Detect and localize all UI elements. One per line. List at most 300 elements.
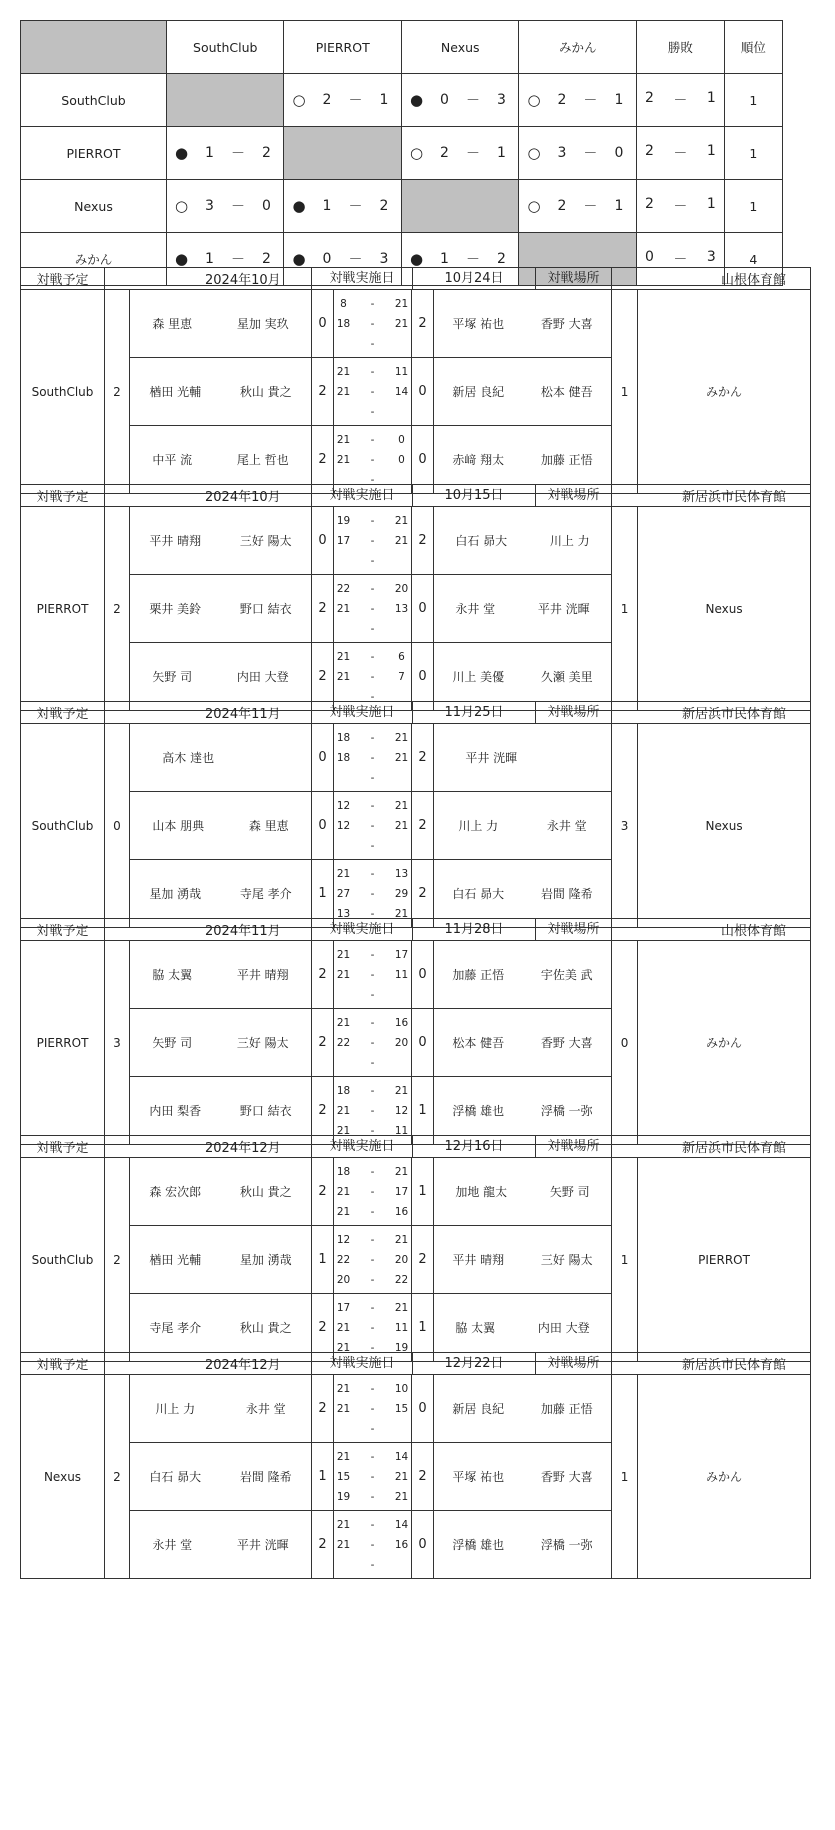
home-game-score: 0 <box>312 507 334 575</box>
set-home: 21 <box>336 968 351 981</box>
set-away <box>389 985 415 1005</box>
player-name: 星加 実玖 <box>236 317 289 331</box>
dash: - <box>370 887 375 900</box>
set-home: 21 <box>336 1104 351 1117</box>
dash: - <box>370 1056 375 1069</box>
home-players <box>130 792 312 860</box>
home-team: SouthClub <box>21 1158 105 1362</box>
scheduled-month: 2024年12月 <box>105 1136 312 1158</box>
dash: - <box>370 433 375 446</box>
dash: － <box>583 146 598 162</box>
player-name: 岩間 隆希 <box>540 887 593 901</box>
away-game-score: 0 <box>412 358 434 426</box>
result-mark: ○ <box>175 197 189 215</box>
set-score <box>331 667 415 687</box>
set-away: 16 <box>394 1016 409 1029</box>
set-score <box>331 314 415 334</box>
away-players <box>434 358 612 426</box>
header-cell: PIERROT <box>284 21 401 74</box>
dash: － <box>230 199 245 215</box>
home-game-score: 1 <box>312 860 334 928</box>
set-score <box>331 294 415 314</box>
match-header-row <box>21 702 811 724</box>
player-name: 香野 大喜 <box>540 1036 593 1050</box>
result-mark: ● <box>175 144 189 162</box>
venue: 山根体育館 <box>612 919 811 941</box>
venue-label: 対戦場所 <box>547 922 600 937</box>
losses: 3 <box>706 249 716 265</box>
wins: 2 <box>644 90 654 106</box>
set-score <box>331 334 415 354</box>
home-game-score: 0 <box>312 290 334 358</box>
home-game-score: 2 <box>312 941 334 1009</box>
dash: － <box>583 93 598 109</box>
home-game-score: 2 <box>312 1009 334 1077</box>
player-name: 秋山 貴之 <box>239 1185 292 1199</box>
schedule-label: 対戦予定 <box>21 485 105 507</box>
set-home: 18 <box>336 731 351 744</box>
dash: - <box>370 1321 375 1334</box>
set-away: 21 <box>394 317 409 330</box>
set-away: 22 <box>394 1273 409 1286</box>
away-players <box>434 1443 612 1511</box>
result-mark: ○ <box>527 197 541 215</box>
dash: - <box>370 771 375 784</box>
home-game-score: 1 <box>312 1443 334 1511</box>
score-for: 1 <box>205 145 214 161</box>
result-mark: ○ <box>527 144 541 162</box>
player-name: 白石 昴大 <box>455 534 508 548</box>
dash: - <box>370 1104 375 1117</box>
match-block <box>20 1135 810 1362</box>
schedule-label: 対戦予定 <box>21 1353 105 1375</box>
home-game-score: 2 <box>312 358 334 426</box>
player-name: 高木 達也 <box>162 751 215 765</box>
set-home: 21 <box>336 1205 351 1218</box>
player-name: 秋山 貴之 <box>239 385 292 399</box>
away-players <box>434 724 612 792</box>
scheduled-month: 2024年11月 <box>105 919 312 941</box>
set-home: 21 <box>336 1402 351 1415</box>
dash: - <box>370 1382 375 1395</box>
set-scores <box>334 1511 412 1579</box>
away-game-score: 1 <box>412 1294 434 1362</box>
set-score <box>331 1318 415 1338</box>
dash: - <box>370 602 375 615</box>
actual-date <box>312 485 612 507</box>
dash: - <box>370 1185 375 1198</box>
self-match-cell <box>167 74 284 127</box>
dash: - <box>370 690 375 703</box>
set-score <box>331 1162 415 1182</box>
set-score <box>331 728 415 748</box>
set-score <box>331 816 415 836</box>
venue: 新居浜市民体育館 <box>612 1353 811 1375</box>
home-players <box>130 290 312 358</box>
set-home: 21 <box>336 365 351 378</box>
set-score <box>331 1270 415 1290</box>
dash: - <box>370 907 375 920</box>
set-scores <box>334 575 412 643</box>
dash: － <box>673 146 688 162</box>
set-home: 8 <box>340 297 347 310</box>
result-cell <box>519 127 636 180</box>
away-team: みかん <box>638 1375 811 1579</box>
away-game-score: 0 <box>412 1511 434 1579</box>
set-home: 21 <box>336 1538 351 1551</box>
match-block <box>20 267 810 494</box>
set-away: 21 <box>394 1165 409 1178</box>
set-away: 10 <box>394 1382 409 1395</box>
match-header-row <box>21 485 811 507</box>
dash: － <box>465 252 480 268</box>
away-team-score: 3 <box>612 724 638 928</box>
score-against: 1 <box>496 145 506 161</box>
set-home: 21 <box>336 1341 351 1354</box>
set-away: 12 <box>394 1104 409 1117</box>
player-name: 野口 結衣 <box>239 1104 292 1118</box>
dash: - <box>370 473 375 486</box>
player-name: 平井 晴翔 <box>149 534 202 548</box>
dash: - <box>370 405 375 418</box>
dash: - <box>370 650 375 663</box>
game-row <box>21 724 811 792</box>
set-away: 14 <box>394 1518 409 1531</box>
set-home: 19 <box>336 514 351 527</box>
result-mark: ○ <box>292 91 306 109</box>
set-score <box>331 1182 415 1202</box>
home-players <box>130 507 312 575</box>
away-game-score: 0 <box>412 643 434 711</box>
set-home: 17 <box>336 1301 351 1314</box>
dash: - <box>370 1036 375 1049</box>
actual-date-value: 12月16日 <box>413 1136 536 1157</box>
actual-date-value: 12月22日 <box>413 1353 536 1374</box>
set-score <box>331 985 415 1005</box>
home-team-score: 2 <box>105 290 130 494</box>
match-table <box>20 918 811 1145</box>
set-home <box>331 1419 357 1439</box>
away-game-score: 0 <box>412 426 434 494</box>
player-name: 加藤 正悟 <box>452 968 505 982</box>
set-score <box>331 1419 415 1439</box>
player-name: 内田 梨香 <box>149 1104 202 1118</box>
set-home: 21 <box>336 1450 351 1463</box>
away-game-score: 2 <box>412 1443 434 1511</box>
away-players <box>434 1226 612 1294</box>
dash: － <box>673 199 688 215</box>
away-team: みかん <box>638 941 811 1145</box>
dash: - <box>370 751 375 764</box>
dash: - <box>370 1341 375 1354</box>
set-score <box>331 382 415 402</box>
away-players <box>434 1511 612 1579</box>
actual-date <box>312 1353 612 1375</box>
player-name: 松本 健吾 <box>540 385 593 399</box>
dash: - <box>370 839 375 852</box>
player-name: 久瀬 美里 <box>540 670 593 684</box>
set-away: 11 <box>394 365 409 378</box>
scheduled-month: 2024年12月 <box>105 1353 312 1375</box>
dash: - <box>370 554 375 567</box>
home-team-score: 0 <box>105 724 130 928</box>
dash: - <box>370 1450 375 1463</box>
home-players <box>130 1443 312 1511</box>
set-score <box>331 619 415 639</box>
player-name: 尾上 哲也 <box>236 453 289 467</box>
losses: 1 <box>706 90 716 106</box>
set-score <box>331 1535 415 1555</box>
set-away: 29 <box>394 887 409 900</box>
set-home: 27 <box>336 887 351 900</box>
away-game-score: 0 <box>412 1375 434 1443</box>
match-header-row <box>21 1353 811 1375</box>
set-away: 21 <box>394 534 409 547</box>
score-against: 2 <box>261 145 271 161</box>
corner-cell <box>21 21 167 74</box>
set-home <box>331 402 357 422</box>
wins: 0 <box>644 249 654 265</box>
score-against: 2 <box>379 198 389 214</box>
player-name: 川上 美優 <box>452 670 505 684</box>
home-game-score: 2 <box>312 643 334 711</box>
player-name: 永井 堂 <box>455 602 496 616</box>
set-score <box>331 1399 415 1419</box>
set-home: 21 <box>336 1518 351 1531</box>
player-name: 新居 良紀 <box>452 1402 505 1416</box>
set-away: 21 <box>394 1233 409 1246</box>
set-away: 21 <box>394 907 409 920</box>
dash: - <box>370 582 375 595</box>
home-game-score: 2 <box>312 1375 334 1443</box>
home-team: SouthClub <box>21 724 105 928</box>
score-for: 2 <box>439 145 449 161</box>
dash: - <box>370 1301 375 1314</box>
set-away: 20 <box>394 1253 409 1266</box>
away-players <box>434 1158 612 1226</box>
score-against: 0 <box>614 145 624 161</box>
player-name: 栗井 美鈴 <box>149 602 202 616</box>
set-away: 19 <box>394 1341 409 1354</box>
dash: - <box>370 1518 375 1531</box>
set-home: 20 <box>336 1273 351 1286</box>
set-away <box>389 1419 415 1439</box>
set-score <box>331 945 415 965</box>
set-home: 21 <box>336 433 351 446</box>
dash: - <box>370 968 375 981</box>
venue-label: 対戦場所 <box>547 1139 600 1154</box>
actual-date <box>312 919 612 941</box>
set-home: 21 <box>336 1185 351 1198</box>
actual-date-label: 対戦実施日 <box>312 268 413 289</box>
set-home: 21 <box>336 385 351 398</box>
set-home <box>331 619 357 639</box>
away-team-score: 1 <box>612 1158 638 1362</box>
home-players <box>130 1158 312 1226</box>
result-mark: ● <box>409 91 424 109</box>
player-name: 赤﨑 翔太 <box>452 453 505 467</box>
set-scores <box>334 724 412 792</box>
team-name: SouthClub <box>21 74 167 127</box>
losses: 1 <box>706 196 716 212</box>
match-header-row <box>21 268 811 290</box>
actual-date-value: 10月15日 <box>413 485 536 506</box>
player-name: 星加 湧哉 <box>149 887 202 901</box>
away-game-score: 2 <box>412 1226 434 1294</box>
dash: - <box>370 948 375 961</box>
actual-date-label: 対戦実施日 <box>312 702 413 723</box>
home-players <box>130 1375 312 1443</box>
set-away: 21 <box>394 297 409 310</box>
set-score <box>331 1053 415 1073</box>
player-name: 平井 晴翔 <box>452 1253 505 1267</box>
set-home <box>331 836 357 856</box>
dash: － <box>583 199 598 215</box>
dash: - <box>370 1084 375 1097</box>
set-away: 16 <box>394 1538 409 1551</box>
set-home: 12 <box>336 819 351 832</box>
away-team-score: 1 <box>612 507 638 711</box>
home-game-score: 2 <box>312 1158 334 1226</box>
player-name: 矢野 司 <box>549 1185 590 1199</box>
player-name: 矢野 司 <box>152 670 193 684</box>
player-name: 浮橋 一弥 <box>540 1538 593 1552</box>
set-home: 18 <box>336 1084 351 1097</box>
set-home: 13 <box>336 907 351 920</box>
set-score <box>331 1202 415 1222</box>
set-score <box>331 579 415 599</box>
set-score <box>331 362 415 382</box>
set-scores <box>334 1009 412 1077</box>
result-mark: ○ <box>527 91 541 109</box>
set-score <box>331 796 415 816</box>
dash: - <box>370 297 375 310</box>
set-home: 12 <box>336 1233 351 1246</box>
set-home <box>331 1555 357 1575</box>
set-away: 21 <box>394 799 409 812</box>
dash: - <box>370 988 375 1001</box>
standings-header-row <box>21 21 783 74</box>
player-name: 永井 堂 <box>245 1402 286 1416</box>
home-players <box>130 1009 312 1077</box>
away-team-score: 0 <box>612 941 638 1145</box>
wins: 2 <box>644 143 654 159</box>
home-players <box>130 1226 312 1294</box>
home-team-score: 3 <box>105 941 130 1145</box>
schedule-label: 対戦予定 <box>21 268 105 290</box>
actual-date <box>312 1136 612 1158</box>
away-game-score: 2 <box>412 290 434 358</box>
away-players <box>434 575 612 643</box>
player-name: 寺尾 孝介 <box>239 887 292 901</box>
dash: - <box>370 622 375 635</box>
set-score <box>331 430 415 450</box>
set-score <box>331 965 415 985</box>
away-game-score: 0 <box>412 1009 434 1077</box>
player-name: 平塚 祐也 <box>452 317 505 331</box>
actual-date-value: 10月24日 <box>413 268 536 289</box>
result-mark: ● <box>409 250 424 268</box>
away-game-score: 0 <box>412 941 434 1009</box>
away-players <box>434 507 612 575</box>
set-away <box>389 551 415 571</box>
rank: 1 <box>724 180 782 233</box>
set-score <box>331 1033 415 1053</box>
wins: 2 <box>644 196 654 212</box>
venue-label: 対戦場所 <box>547 705 600 720</box>
team-name: みかん <box>21 233 167 286</box>
set-scores <box>334 507 412 575</box>
dash: - <box>370 1402 375 1415</box>
standings-row <box>21 127 783 180</box>
dash: - <box>370 317 375 330</box>
actual-date <box>312 268 612 290</box>
set-score <box>331 1487 415 1507</box>
home-team: PIERROT <box>21 507 105 711</box>
away-team: Nexus <box>638 724 811 928</box>
venue-label: 対戦場所 <box>547 488 600 503</box>
set-score <box>331 1230 415 1250</box>
player-name: 松本 健吾 <box>452 1036 505 1050</box>
away-game-score: 2 <box>412 724 434 792</box>
set-away: 14 <box>394 385 409 398</box>
player-name: 森 里恵 <box>152 317 193 331</box>
set-score <box>331 1555 415 1575</box>
result-cell <box>167 180 284 233</box>
set-score <box>331 1467 415 1487</box>
player-name: 平井 晴翔 <box>236 968 289 982</box>
set-score <box>331 551 415 571</box>
set-away: 21 <box>394 1490 409 1503</box>
set-home: 21 <box>336 1016 351 1029</box>
game-row <box>21 290 811 358</box>
set-home: 12 <box>336 799 351 812</box>
set-away: 21 <box>394 751 409 764</box>
away-game-score: 1 <box>412 1077 434 1145</box>
score-against: 3 <box>379 251 389 267</box>
score-against: 0 <box>261 198 271 214</box>
set-home <box>331 985 357 1005</box>
dash: - <box>370 670 375 683</box>
score-for: 0 <box>322 251 332 267</box>
dash: - <box>370 1205 375 1218</box>
set-away: 11 <box>394 968 409 981</box>
scheduled-month: 2024年10月 <box>105 268 312 290</box>
home-game-score: 2 <box>312 1511 334 1579</box>
away-players <box>434 290 612 358</box>
score-for: 2 <box>557 92 567 108</box>
result-mark: ● <box>175 250 189 268</box>
player-name: 白石 昴大 <box>452 887 505 901</box>
dash: - <box>370 1470 375 1483</box>
set-home: 21 <box>336 453 351 466</box>
set-away: 21 <box>394 514 409 527</box>
player-name: 三好 陽太 <box>239 534 292 548</box>
rank: 1 <box>724 127 782 180</box>
home-team: Nexus <box>21 1375 105 1579</box>
player-name: 森 里恵 <box>248 819 289 833</box>
player-name: 川上 力 <box>155 1402 196 1416</box>
set-home: 22 <box>336 1036 351 1049</box>
score-for: 0 <box>439 92 449 108</box>
player-name: 永井 堂 <box>546 819 587 833</box>
dash: - <box>370 1124 375 1137</box>
away-team: みかん <box>638 290 811 494</box>
set-score <box>331 1298 415 1318</box>
match-block <box>20 484 810 711</box>
home-game-score: 2 <box>312 426 334 494</box>
header-cell: Nexus <box>401 21 518 74</box>
